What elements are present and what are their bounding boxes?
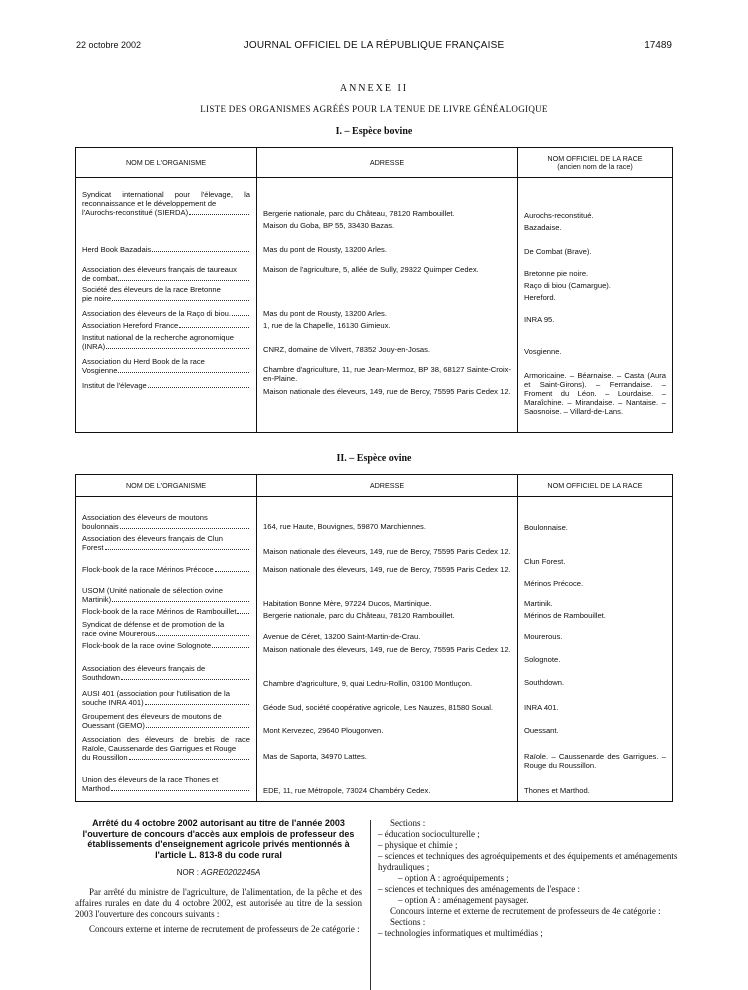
organisme-name bbox=[82, 265, 250, 283]
organisme-address: Maison nationale des éleveurs, 149, rue de Bercy, 75595 Paris Cedex 12. bbox=[263, 547, 511, 556]
nor-value: AGRE0202245A bbox=[201, 868, 261, 877]
bovine-race-column bbox=[518, 178, 672, 432]
organisme-address: Avenue de Céret, 13200 Saint-Martin-de-Crau. bbox=[263, 632, 421, 641]
ovine-race-column bbox=[518, 497, 672, 801]
column-header-adresse: ADRESSE bbox=[257, 475, 518, 497]
race-name: Solognote. bbox=[524, 655, 561, 664]
organisme-address: 164, rue Haute, Bouvignes, 59870 Marchiennes. bbox=[263, 522, 426, 531]
organisme-name-last-line: race ovine Mourerous bbox=[82, 629, 156, 638]
organisme-name-lead: Association des éleveurs français de Clun bbox=[82, 534, 223, 543]
organisme-name-lead: Syndicat de défense et de promotion de la bbox=[82, 620, 225, 629]
ovine-section-title: II. – Espèce ovine bbox=[336, 453, 412, 464]
nor-reference bbox=[75, 867, 362, 878]
arrete-column bbox=[75, 818, 362, 939]
leader-dots bbox=[121, 679, 249, 680]
organisme-name bbox=[82, 620, 250, 638]
ovine-adresse-column bbox=[257, 497, 517, 801]
race-name: Raïole. – Caussenarde des Garrigues. – Rouge du Roussillon. bbox=[524, 752, 666, 770]
concours-paragraph: Concours interne et externe de recrutement de professeurs de 4e catégorie : bbox=[390, 906, 661, 916]
leader-dots bbox=[120, 528, 249, 529]
organisme-address: Habitation Bonne Mère, 97224 Ducos, Martinique. bbox=[263, 599, 432, 608]
organisme-address: EDE, 11, rue Métropole, 73024 Chambéry Cedex. bbox=[263, 786, 431, 795]
leader-dots bbox=[212, 647, 249, 648]
organisme-address: Chambre d'agriculture, 9, quai Ledru-Rollin, 03100 Montluçon. bbox=[263, 679, 473, 688]
sections-heading: Sections : bbox=[390, 818, 426, 828]
organisme-name-last-line: Institut de l'élevage bbox=[82, 381, 147, 390]
organisme-name bbox=[82, 641, 250, 650]
organisme-name-last-line: Ouessant (GEMO) bbox=[82, 721, 145, 730]
organisme-name bbox=[82, 712, 250, 730]
leader-dots bbox=[111, 790, 249, 791]
column-header-race bbox=[518, 148, 673, 178]
organisme-name-lead: AUSI 401 (association pour l'utilisation de la bbox=[82, 689, 230, 698]
leader-dots bbox=[237, 613, 249, 614]
organisme-name-lead: Institut national de la recherche agronomique bbox=[82, 333, 234, 342]
column-header-organisme: NOM DE L'ORGANISME bbox=[76, 148, 257, 178]
organisme-name bbox=[82, 689, 250, 707]
leader-dots bbox=[215, 571, 249, 572]
organisme-name-last-line: Herd Book Bazadais bbox=[82, 245, 152, 254]
race-name: Armoricaine. – Béarnaise. – Casta (Aura et Saint-Girons). – Ferrandaise. – Froment du Léon. – Lourdaise. – Maraîchine. – Mirandaise. – Nantaise. – Saosnoise. – Villard-de-Lans. bbox=[524, 371, 666, 416]
ovine-organisme-column bbox=[76, 497, 256, 801]
organisme-name-last-line: Marthod bbox=[82, 784, 110, 793]
organisme-name-last-line: Flock-book de la race Mérinos de Rambouillet bbox=[82, 607, 237, 616]
column-header-adresse: ADRESSE bbox=[257, 148, 518, 178]
organisme-name-last-line: Flock-book de la race Mérinos Précoce bbox=[82, 565, 214, 574]
organisme-address: Géode Sud, société coopérative agricole, Les Nauzes, 81580 Soual. bbox=[263, 703, 494, 712]
sections-column bbox=[378, 818, 678, 939]
organisme-name-last-line: souche INRA 401) bbox=[82, 698, 144, 707]
organisme-name bbox=[82, 357, 250, 375]
organisme-name bbox=[82, 534, 250, 552]
header-date: 22 octobre 2002 bbox=[76, 40, 142, 50]
column-header-race-label: NOM OFFICIEL DE LA RACE bbox=[547, 153, 643, 163]
organisme-address: Maison nationale des éleveurs, 149, rue de Bercy, 75595 Paris Cedex 12. bbox=[263, 645, 511, 654]
organisme-address: Mas du pont de Rousty, 13200 Arles. bbox=[263, 309, 387, 318]
organisme-name-lead: Association des éleveurs français de bbox=[82, 664, 206, 673]
organisme-address: Maison nationale des éleveurs, 149, rue de Bercy, 75595 Paris Cedex 12. bbox=[263, 387, 511, 396]
race-name: Clun Forest. bbox=[524, 557, 566, 566]
bovine-section-title: I. – Espèce bovine bbox=[335, 126, 413, 137]
organisme-name bbox=[82, 565, 250, 574]
organisme-name-lead: Syndicat international pour l'élevage, la reconnaissance et le développement de bbox=[82, 190, 250, 208]
section-item: – sciences et techniques des aménagements de l'espace : bbox=[378, 884, 581, 894]
organisme-name-last-line: du Roussillon bbox=[82, 753, 128, 762]
arrete-paragraph: Concours externe et interne de recrutement de professeurs de 2e catégorie : bbox=[89, 924, 360, 934]
organisme-name bbox=[82, 309, 250, 318]
organisme-name-last-line: Association des éleveurs de la Raço di biou. bbox=[82, 309, 232, 318]
organisme-address: Maison nationale des éleveurs, 149, rue de Bercy, 75595 Paris Cedex 12. bbox=[263, 565, 511, 574]
race-name: Martinik. bbox=[524, 599, 553, 608]
organisme-name-last-line: boulonnais bbox=[82, 522, 119, 531]
organisme-name-lead: Union des éleveurs de la race Thones et bbox=[82, 775, 219, 784]
organisme-name bbox=[82, 245, 250, 254]
column-header-organisme: NOM DE L'ORGANISME bbox=[76, 475, 257, 497]
race-name: Thones et Marthod. bbox=[524, 786, 590, 795]
leader-dots bbox=[145, 704, 249, 705]
section-option: – option A : agroéquipements ; bbox=[398, 873, 509, 883]
section-option: – option A : aménagement paysager. bbox=[398, 895, 529, 905]
leader-dots bbox=[148, 387, 249, 388]
race-name: De Combat (Brave). bbox=[524, 247, 592, 256]
organisme-address: Chambre d'agriculture, 11, rue Jean-Mermoz, BP 38, 68127 Sainte-Croix-en-Plaine. bbox=[263, 365, 511, 383]
column-header-race: NOM OFFICIEL DE LA RACE bbox=[518, 475, 673, 497]
organisme-address: Maison du Goba, BP 55, 33430 Bazas. bbox=[263, 221, 395, 230]
leader-dots bbox=[146, 727, 249, 728]
annex-title: ANNEXE II bbox=[339, 83, 409, 94]
race-name: Southdown. bbox=[524, 678, 565, 687]
leader-dots bbox=[112, 300, 249, 301]
race-name: INRA 95. bbox=[524, 315, 555, 324]
leader-dots bbox=[189, 214, 249, 215]
organisme-name bbox=[82, 664, 250, 682]
organisme-name-lead: Association du Herd Book de la race bbox=[82, 357, 205, 366]
race-name: Mourerous. bbox=[524, 632, 563, 641]
organisme-address: Bergerie nationale, parc du Château, 78120 Rambouillet. bbox=[263, 209, 455, 218]
race-name: Ouessant. bbox=[524, 726, 559, 735]
organisme-name bbox=[82, 321, 250, 330]
organisme-name-last-line: Forest bbox=[82, 543, 104, 552]
leader-dots bbox=[118, 280, 249, 281]
race-name: Bazadaise. bbox=[524, 223, 562, 232]
organisme-name bbox=[82, 775, 250, 793]
organisme-name-last-line: Martinik) bbox=[82, 595, 112, 604]
bovine-organisme-column bbox=[76, 178, 256, 432]
organisme-name bbox=[82, 586, 250, 604]
race-name: Bretonne pie noire. bbox=[524, 269, 589, 278]
organisme-name bbox=[82, 333, 250, 351]
organisme-name bbox=[82, 190, 250, 217]
race-name: Mérinos Précoce. bbox=[524, 579, 584, 588]
organisme-name-lead: Association des éleveurs français de taureaux bbox=[82, 265, 237, 274]
organisme-name-last-line: (INRA) bbox=[82, 342, 106, 351]
bovine-adresse-column bbox=[257, 178, 517, 432]
organisme-name-last-line: Association Hereford France bbox=[82, 321, 179, 330]
annex-subtitle: LISTE DES ORGANISMES AGRÉÉS POUR LA TENUE DE LIVRE GÉNÉALOGIQUE bbox=[200, 104, 548, 114]
leader-dots bbox=[156, 635, 249, 636]
race-name: Boulonnaise. bbox=[524, 523, 568, 532]
organisme-address: Mas de Saporta, 34970 Lattes. bbox=[263, 752, 367, 761]
organisme-name-last-line: l'Aurochs-reconstitué (SIERDA) bbox=[82, 208, 189, 217]
section-item: – technologies informatiques et multimédias ; bbox=[378, 928, 543, 938]
section-item: – physique et chimie ; bbox=[378, 840, 458, 850]
organisme-name-last-line: Southdown bbox=[82, 673, 120, 682]
organisme-name bbox=[82, 735, 250, 762]
organisme-name bbox=[82, 607, 250, 616]
organisme-name-lead: Groupement des éleveurs de moutons de bbox=[82, 712, 222, 721]
ovine-table bbox=[75, 474, 673, 802]
sections-heading: Sections : bbox=[390, 917, 426, 927]
organisme-address: Maison de l'agriculture, 5, allée de Sully, 29322 Quimper Cedex. bbox=[263, 265, 479, 274]
organisme-address: Mas du pont de Rousty, 13200 Arles. bbox=[263, 245, 387, 254]
organisme-name-lead: Société des éleveurs de la race Bretonne bbox=[82, 285, 221, 294]
organisme-name-last-line: de combat bbox=[82, 274, 118, 283]
section-item: – éducation socioculturelle ; bbox=[378, 829, 480, 839]
organisme-address: Mont Kervezec, 29640 Plougonven. bbox=[263, 726, 384, 735]
organisme-name-lead: USOM (Unité nationale de sélection ovine bbox=[82, 586, 223, 595]
organisme-name-last-line: Vosgienne bbox=[82, 366, 118, 375]
organisme-name bbox=[82, 381, 250, 390]
race-name: Raço di biou (Camargue). bbox=[524, 281, 611, 290]
arrete-title: Arrêté du 4 octobre 2002 autorisant au titre de l'année 2003 l'ouverture de concours d'accès aux emplois de professeur des établissements d'enseignement agricole privés mentionnés à l'article L. 813-8 du code rural bbox=[82, 818, 355, 860]
leader-dots bbox=[179, 327, 249, 328]
page-number: 17489 bbox=[644, 40, 672, 51]
leader-dots bbox=[129, 759, 249, 760]
organisme-name-lead: Association des éleveurs de moutons bbox=[82, 513, 208, 522]
leader-dots bbox=[232, 315, 249, 316]
race-name: INRA 401. bbox=[524, 703, 559, 712]
leader-dots bbox=[106, 348, 249, 349]
section-item: – sciences et techniques des agroéquipements et des équipements et aménagements hydrauliques ; bbox=[378, 851, 678, 872]
organisme-name-last-line: pie noire bbox=[82, 294, 112, 303]
column-header-race-note: (ancien nom de la race) bbox=[557, 161, 633, 171]
organisme-name-lead: Association des éleveurs de brebis de race Raïole, Caussenarde des Garrigues et Rouge bbox=[82, 735, 250, 753]
column-divider bbox=[370, 820, 371, 990]
organisme-address: CNRZ, domaine de Vilvert, 78352 Jouy-en-Josas. bbox=[263, 345, 431, 354]
leader-dots bbox=[112, 601, 249, 602]
bovine-table bbox=[75, 147, 673, 433]
organisme-address: Bergerie nationale, parc du Château, 78120 Rambouillet. bbox=[263, 611, 455, 620]
organisme-name bbox=[82, 285, 250, 303]
race-name: Hereford. bbox=[524, 293, 556, 302]
organisme-address: 1, rue de la Chapelle, 16130 Gimieux. bbox=[263, 321, 391, 330]
race-name: Mérinos de Rambouillet. bbox=[524, 611, 606, 620]
leader-dots bbox=[152, 251, 249, 252]
race-name: Aurochs-reconstitué. bbox=[524, 211, 594, 220]
organisme-name bbox=[82, 513, 250, 531]
leader-dots bbox=[118, 372, 249, 373]
race-name: Vosgienne. bbox=[524, 347, 562, 356]
arrete-paragraph: Par arrêté du ministre de l'agriculture, de l'alimentation, de la pêche et des affaires rurales en date du 4 octobre 2002, est autorisée au titre de la session 2003 l'ouverture des concours suivants : bbox=[75, 887, 362, 919]
journal-title: JOURNAL OFFICIEL DE LA RÉPUBLIQUE FRANÇAISE bbox=[243, 40, 505, 51]
leader-dots bbox=[105, 549, 249, 550]
nor-label: NOR : bbox=[176, 868, 199, 877]
organisme-name-last-line: Flock-book de la race ovine Solognote bbox=[82, 641, 212, 650]
